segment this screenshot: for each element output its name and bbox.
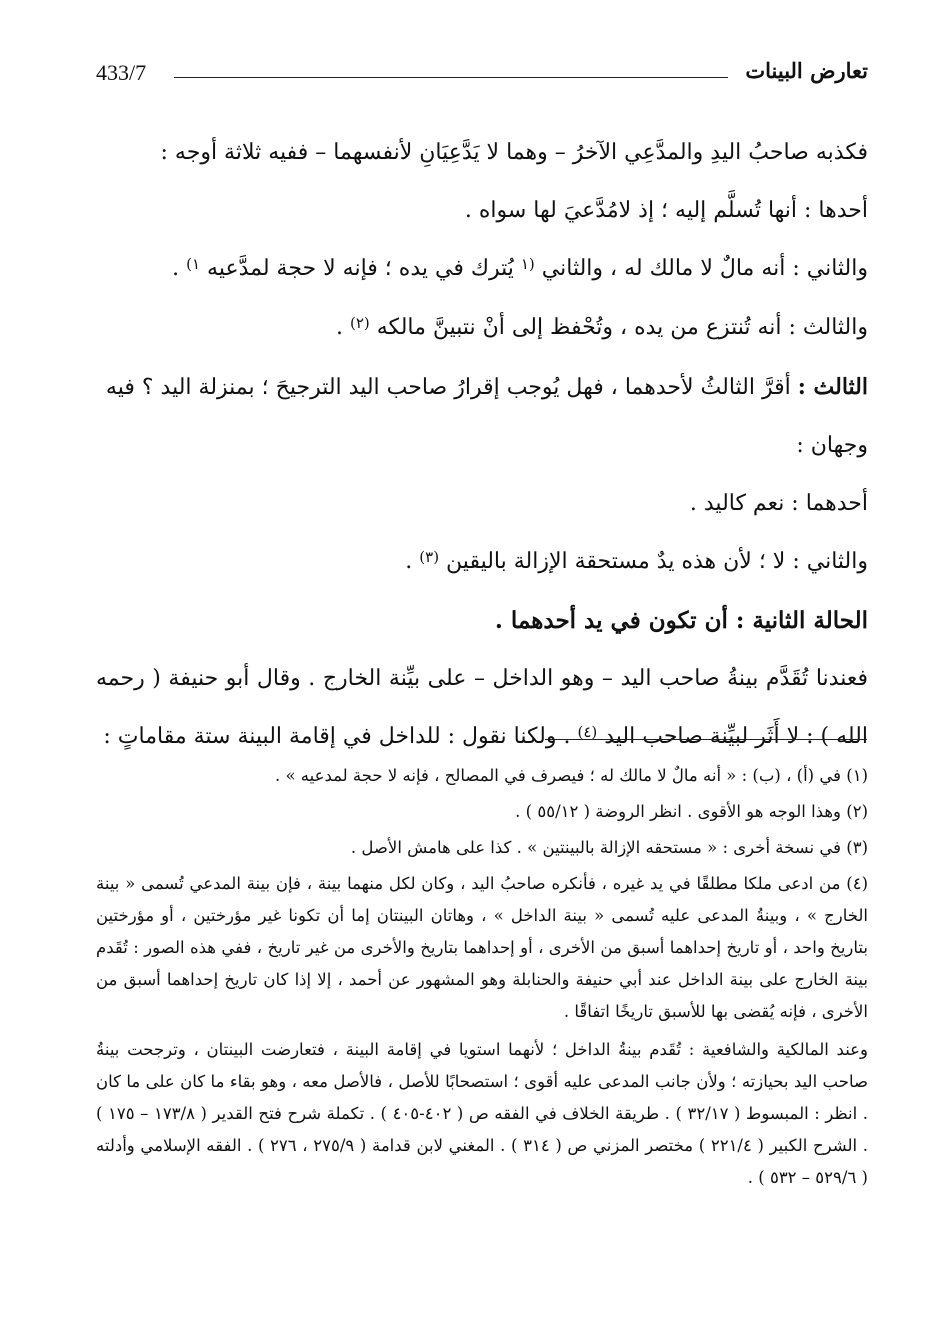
footnote-4: (٤) من ادعى ملكا مطلقًا في يد غيره ، فأنكره صاحبُ اليد ، وكان لكل منهما بينة ، فإن بينة المدعي تُسمى « بينة الخارج » ، وبينةُ المدعى عليه تُسمى « بينة الداخل » ، وهاتان البينتان إما أن تكونا غير مؤرختين ، أو مؤرختين بتاريخ واحد ، أو تاريخ إحداهما أسبق من الأخرى ، أو إحداهما بتاريخ والأخرى من غير تاريخ ، ففي هذه الصور : تُقَدم بينة الخارج على بينة الداخل عند أبي حنيفة والحنابلة وهو المشهور عن أحمد ، إلا إذا كان تاريخ إحداهما أسبق من الأخرى ، فإنه يُقضى بها للأسبق تاريخًا اتفاقًا . [96, 874, 868, 1021]
text-line: فكذبه صاحبُ اليدِ والمدَّعِي الآخرُ – وهما لا يَدَّعِيَانِ لأنفسهما – ففيه ثلاثة أوجه : [160, 140, 868, 165]
footnote-separator [545, 739, 867, 740]
page-number: 433/7 [96, 60, 147, 85]
footnotes [96, 760, 868, 1200]
footnote-2: (٢) وهذا الوجه هو الأقوى . انظر الروضة ( ٥٥/١٢ ) . [515, 802, 868, 821]
text-line: الثالث : أقرَّ الثالثُ لأحدهما ، فهل يُوجب إقرارُ صاحب اليد الترجيحَ ؛ بمنزلة اليد ؟ فيه وجهان : [105, 374, 868, 458]
text-line: والثالث : أنه تُنتزع من يده ، وتُحْفظ إلى أنْ نتبينَّ مالكه $^{(٢)}$ . [335, 314, 868, 340]
footnote-ref[interactable]: (١ [520, 255, 535, 273]
text-paragraph: فعندنا تُقَدَّم بينةُ صاحب اليد – وهو الداخل – على بيِّنة الخارج . وقال أبو حنيفة ( رحمه الله ) : لا أَثَر لبيِّنة صاحب اليد $^{(٤)}$ . ولكنا نقول : للداخل في إقامة البينة ستة مقاماتٍ : [96, 666, 868, 749]
main-text [96, 124, 868, 767]
running-title: تعارض البينات [745, 58, 868, 83]
footnote-ref[interactable]: (٢) [349, 314, 370, 332]
footnote-ref[interactable]: (٤) [577, 723, 598, 741]
text-line: أحدهما : نعم كاليد . [689, 491, 868, 516]
page-header [96, 58, 868, 90]
footnote-ref[interactable]: (٣) [419, 548, 440, 566]
footnote-ref[interactable]: ١) [186, 255, 201, 273]
header-rule [174, 77, 728, 78]
text-line: والثاني : لا ؛ لأن هذه يدٌ مستحقة الإزالة باليقين $^{(٣)}$ . [405, 548, 868, 574]
section-heading: الحالة الثانية : أن تكون في يد أحدهما . [494, 607, 868, 634]
text-line: والثاني : أنه مالٌ لا مالك له ، والثاني $^{(١}$ يُترك في يده ؛ فإنه لا حجة لمدَّعيه $^{١)}$ . [172, 255, 868, 281]
text-line: أحدها : أنها تُسلَّم إليه ؛ إذ لامُدَّعيَ لها سواه . [464, 198, 868, 223]
footnote-1: (١) في (أ) ، (ب) : « أنه مالٌ لا مالك له ؛ فيصرف في المصالح ، فإنه لا حجة لمدعيه » . [274, 766, 868, 785]
section-label: الثالث : [797, 374, 868, 400]
footnote-3: (٣) في نسخة أخرى : « مستحقه الإزالة بالبينتين » . كذا على هامش الأصل . [350, 838, 868, 857]
footnote-4-continued: وعند المالكية والشافعية : تُقَدم بينةُ الداخل ؛ لأنهما استويا في إقامة البينة ، فتعارضت البينتان ، وترجحت بينةُ صاحب اليد بحيازته ؛ ولأن جانب المدعى عليه أقوى ؛ استصحابًا للأصل ، فالأصل معه ، وهو بقاء ما كان على ما كان . انظر : المبسوط ( ٣٢/١٧ ) . طريقة الخلاف في الفقه ص ( ٤٠٢-٤٠٥ ) . تكملة شرح فتح القدير ( ١٧٣/٨ – ١٧٥ ) . الشرح الكبير ( ٢٢١/٤ ) مختصر المزني ص ( ٣١٤ ) . المغني لابن قدامة ( ٢٧٥/٩ ، ٢٧٦ ) . الفقه الإسلامي وأدلته ( ٥٢٩/٦ – ٥٣٢ ) . [96, 1040, 868, 1187]
